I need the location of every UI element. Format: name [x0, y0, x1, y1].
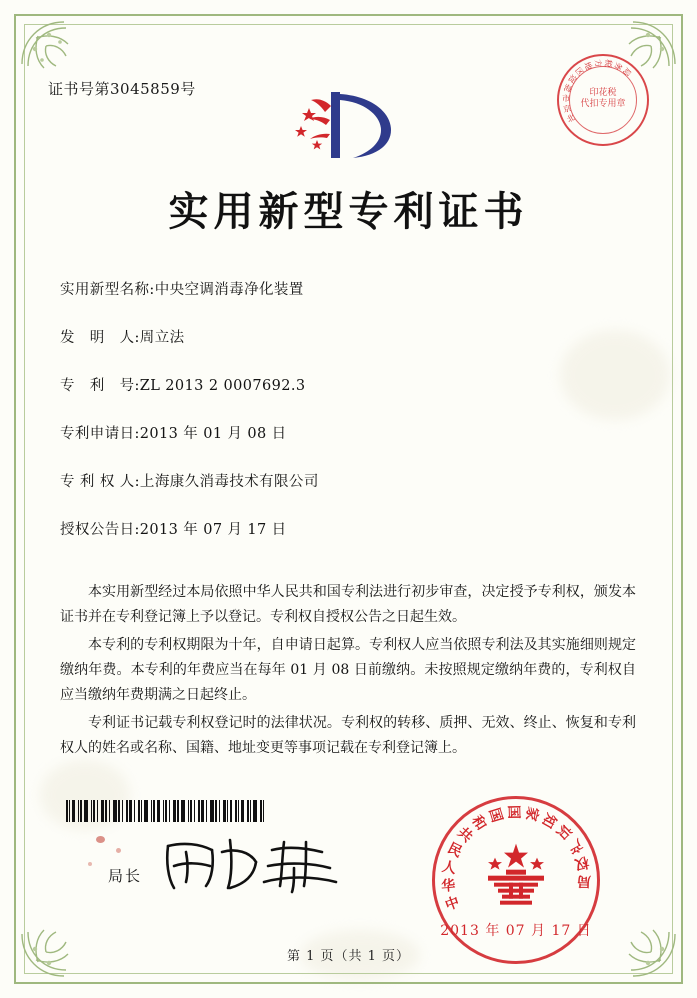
- seal-arc-char: 市: [561, 94, 571, 104]
- signature-label: 局长: [108, 867, 143, 885]
- barcode-bar: [105, 800, 107, 822]
- barcode: [66, 800, 306, 822]
- barcode-bar: [210, 800, 214, 822]
- tax-stamp-seal: [557, 54, 649, 146]
- seal-arc-char: 知: [538, 810, 560, 831]
- certificate-number: 证书号第3045859号: [48, 80, 196, 98]
- seal-arc-char: 局: [620, 65, 633, 78]
- barcode-bar: [227, 800, 228, 822]
- ink-blot: [116, 848, 121, 853]
- barcode-bar: [241, 800, 244, 822]
- seal-arc-char: 权: [573, 853, 591, 873]
- barcode-bar: [250, 800, 251, 822]
- tax-seal-line2: 代扣专用章: [580, 99, 626, 109]
- handwritten-signature: [160, 832, 350, 894]
- barcode-bar: [126, 800, 128, 822]
- seal-arc-char: 区: [573, 65, 586, 78]
- barcode-bar: [113, 800, 117, 822]
- ink-blot: [88, 862, 92, 866]
- field-row: [60, 518, 630, 539]
- national-office-seal: [432, 796, 600, 964]
- field-label: 专 利 号:: [60, 378, 140, 394]
- barcode-bar: [84, 800, 88, 822]
- barcode-bar: [153, 800, 155, 822]
- field-value: 上海康久消毒技术有限公司: [139, 474, 319, 490]
- field-label: 专利申请日:: [60, 426, 140, 442]
- national-seal-date: 2013 年 07 月 17 日: [440, 923, 592, 939]
- body-paragraph: 本专利的专利权期限为十年，自申请日起算。专利权人应当依照专利法及其实施细则规定缴纳年费。本专利的年费应当在每年 01 月 08 日前缴纳。未按照规定缴纳年费的，专利权自应当缴纳年费期满之日起终止。: [60, 637, 636, 703]
- field-label: 实用新型名称:: [60, 282, 155, 298]
- barcode-bar: [163, 800, 164, 822]
- seal-arc-char: 国: [485, 806, 505, 825]
- barcode-bar: [134, 800, 135, 822]
- barcode-bar: [138, 800, 140, 822]
- barcode-bar: [97, 800, 98, 822]
- barcode-bar: [93, 800, 95, 822]
- barcode-bar: [118, 800, 120, 822]
- field-value: 2013 年 01 月 08 日: [139, 426, 287, 442]
- seal-arc-char: 地: [582, 60, 594, 72]
- barcode-bar: [263, 800, 264, 822]
- barcode-bar: [177, 800, 179, 822]
- seal-arc-char: 税: [603, 58, 614, 68]
- barcode-bar: [230, 800, 232, 822]
- field-row: [60, 278, 630, 299]
- barcode-bar: [181, 800, 185, 822]
- barcode-bar: [223, 800, 226, 822]
- barcode-bar: [72, 800, 75, 822]
- barcode-bar: [238, 800, 239, 822]
- barcode-bar: [151, 800, 152, 822]
- field-row: [60, 326, 630, 347]
- seal-arc-char: 务: [612, 60, 624, 72]
- page-footer: 第 1 页（共 1 页）: [286, 949, 411, 964]
- barcode-bar: [109, 800, 110, 822]
- field-value: ZL 2013 2 0007692.3: [139, 378, 306, 394]
- sipo-logo-icon: [287, 86, 407, 164]
- barcode-bar: [260, 800, 262, 822]
- seal-arc-char: 局: [576, 872, 592, 889]
- barcode-bar: [219, 800, 220, 822]
- barcode-bar: [165, 800, 167, 822]
- barcode-bar: [253, 800, 257, 822]
- page-title: 实用新型专利证书: [168, 188, 529, 235]
- barcode-bar: [101, 800, 104, 822]
- barcode-bar: [66, 800, 68, 822]
- tax-seal-line1: 印花税: [589, 88, 617, 98]
- seal-arc-char: 华: [440, 877, 456, 895]
- field-label: 授权公告日:: [60, 522, 140, 538]
- barcode-bar: [206, 800, 207, 822]
- barcode-bar: [194, 800, 195, 822]
- seal-arc-char: 国: [505, 804, 522, 820]
- field-label: 专 利 权 人:: [60, 474, 140, 490]
- seal-arc-char: 识: [552, 820, 574, 842]
- barcode-bar: [235, 800, 237, 822]
- field-value: 周立法: [139, 330, 185, 346]
- barcode-bar: [173, 800, 176, 822]
- seal-arc-char: 产: [564, 835, 585, 857]
- seal-arc-char: 方: [592, 58, 603, 68]
- field-value: 2013 年 07 月 17 日: [139, 522, 287, 538]
- body-paragraph: 专利证书记载专利权登记时的法律状况。专利权的转移、质押、无效、终止、恢复和专利权人的姓名或名称、国籍、地址变更等事项记载在专利登记簿上。: [60, 715, 636, 756]
- field-label: 发 明 人:: [60, 330, 140, 346]
- field-list: [60, 278, 630, 566]
- field-value: 中央空调消毒净化装置: [154, 282, 304, 298]
- barcode-bar: [188, 800, 189, 822]
- field-row: [60, 422, 630, 443]
- body-paragraph: 本实用新型经过本局依照中华人民共和国专利法进行初步审查，决定授予专利权，颁发本证书并在专利登记簿上予以登记。专利权自授权公告之日起生效。: [60, 584, 636, 625]
- seal-arc-char: 中: [443, 894, 462, 915]
- seal-arc-char: 淀: [566, 73, 579, 86]
- seal-arc-char: 共: [454, 824, 476, 846]
- barcode-bar: [141, 800, 142, 822]
- seal-arc-char: 民: [444, 840, 465, 861]
- barcode-bar: [69, 800, 70, 822]
- seal-arc-char: 京: [562, 103, 573, 115]
- seal-arc-char: 和: [468, 812, 490, 834]
- national-emblem-icon: [478, 840, 554, 912]
- seal-arc-char: 人: [440, 858, 458, 878]
- barcode-bar: [80, 800, 82, 822]
- body-text: [60, 580, 636, 764]
- field-row: [60, 470, 630, 491]
- barcode-bar: [201, 800, 204, 822]
- ink-blot: [96, 836, 105, 843]
- barcode-bar: [129, 800, 132, 822]
- barcode-bar: [215, 800, 217, 822]
- seal-arc-char: 海: [562, 83, 574, 95]
- tax-seal-center-text: [557, 88, 649, 110]
- barcode-bar: [91, 800, 92, 822]
- barcode-bar: [198, 800, 200, 822]
- barcode-bar: [122, 800, 123, 822]
- seal-arc-char: 北: [565, 112, 577, 125]
- barcode-bar: [190, 800, 192, 822]
- barcode-bar: [169, 800, 170, 822]
- field-row: [60, 374, 630, 395]
- barcode-bar: [157, 800, 160, 822]
- seal-arc-char: 家: [522, 805, 541, 823]
- barcode-bar: [247, 800, 249, 822]
- barcode-bar: [144, 800, 148, 822]
- barcode-bar: [78, 800, 79, 822]
